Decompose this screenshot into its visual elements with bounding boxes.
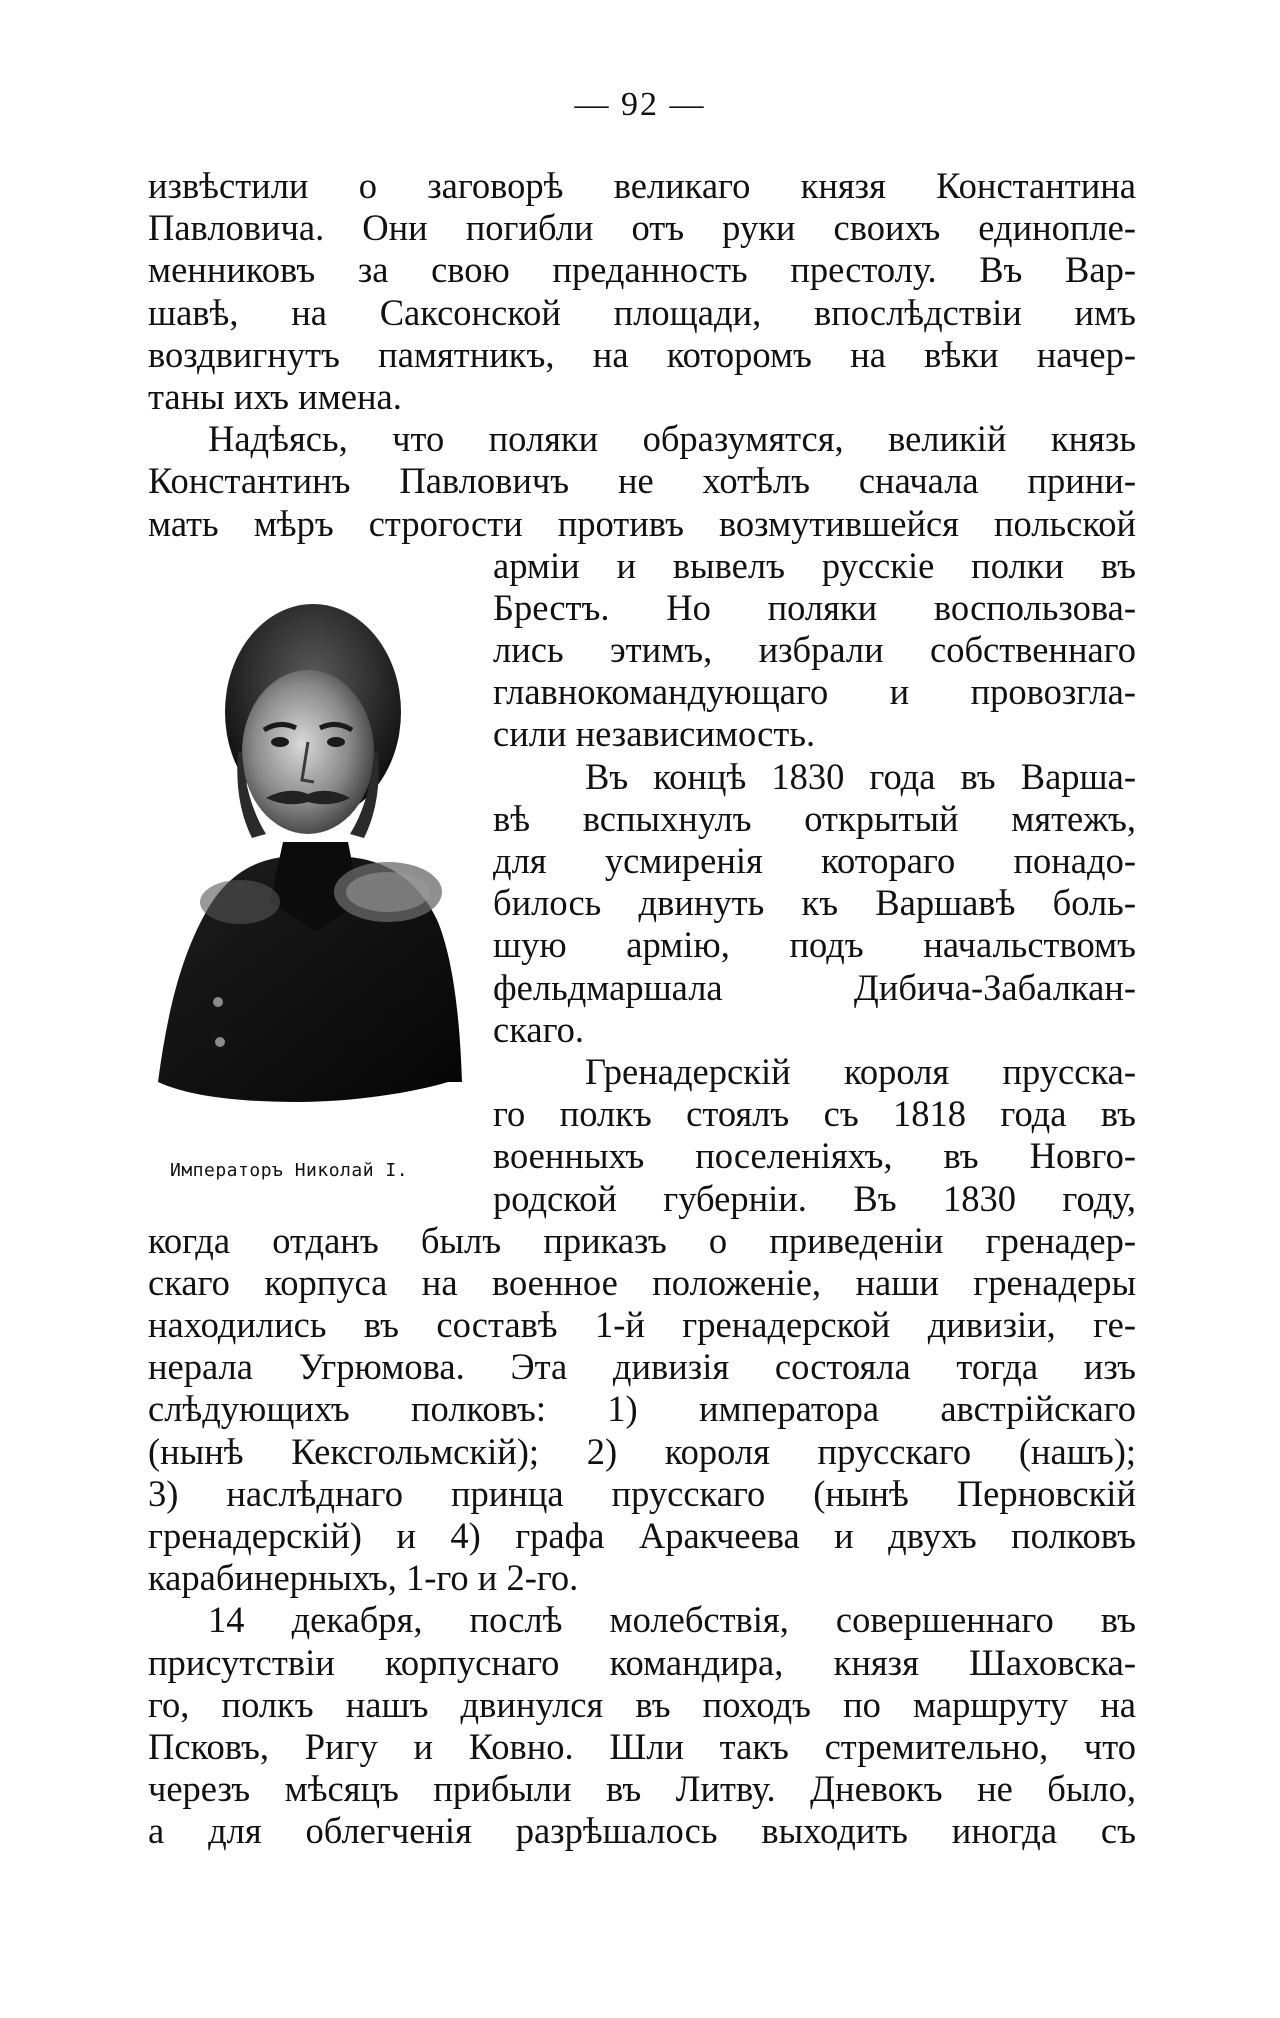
portrait-image [148, 602, 464, 1110]
text-line: билось двинуть къ Варшавѣ боль- [493, 882, 1136, 924]
text-line: лись этимъ, избрали собственнаго [493, 629, 1136, 671]
text-line: военныхъ поселеніяхъ, въ Новго- [493, 1135, 1136, 1177]
text-line: вѣ вспыхнулъ открытый мятежъ, [493, 797, 1136, 839]
text-line: шавѣ, на Саксонской площади, впослѣдствіи имъ [148, 291, 1136, 333]
text-line: а для облегченія разрѣшалось выходить иногда съ [148, 1810, 1136, 1852]
text-line: скаго корпуса на военное положеніе, наши гренадеры [148, 1261, 1136, 1303]
figure-caption: Императоръ Николай I. [170, 1160, 409, 1181]
text-line: родской губерніи. Въ 1830 году, [493, 1177, 1136, 1219]
text-line: фельдмаршала Дибича-Забалкан- [493, 966, 1136, 1008]
text-line: скаго. [493, 1008, 585, 1050]
text-line: карабинерныхъ, 1-го и 2-го. [148, 1557, 579, 1599]
text-block-bottom [148, 1220, 1136, 1853]
text-line: го, полкъ нашъ двинулся въ походъ по маршруту на [148, 1683, 1136, 1725]
text-line: извѣстили о заговорѣ великаго князя Константина [148, 165, 1136, 206]
text-line: присутствіи корпуснаго командира, князя Шаховска- [148, 1641, 1136, 1683]
text-line: воздвигнутъ памятникъ, на которомъ на вѣки начер- [148, 333, 1136, 375]
text-block-top [148, 165, 1136, 545]
text-line: Павловича. Они погибли отъ руки своихъ единопле- [148, 207, 1136, 249]
text-line: главнокомандующаго и провозгла- [493, 671, 1136, 713]
portrait-figure [148, 602, 464, 1110]
paragraph-start-line: Надѣясь, что поляки образумятся, великій князь [208, 418, 1136, 460]
text-line: мать мѣръ строгости противъ возмутившейся польской [148, 502, 1136, 544]
text-line: слѣдующихъ полковъ: 1) императора австрійскаго [148, 1388, 1136, 1430]
text-line: таны ихъ имена. [148, 375, 402, 417]
paragraph-start-line: 14 декабря, послѣ молебствія, совершеннаго въ [208, 1599, 1136, 1641]
text-line: шую армію, подъ начальствомъ [493, 924, 1136, 966]
text-line: гренадерскій) и 4) графа Аракчеева и двухъ полковъ [148, 1515, 1136, 1556]
text-line: 3) наслѣднаго принца прусскаго (нынѣ Перновскій [148, 1472, 1136, 1514]
text-line: Псковъ, Ригу и Ковно. Шли такъ стремительно, что [148, 1725, 1136, 1767]
paragraph-start-line: Гренадерскій короля прусска- [585, 1050, 1136, 1092]
text-line: го полкъ стоялъ съ 1818 года въ [493, 1093, 1136, 1135]
paragraph-start-line: Въ концѣ 1830 года въ Варша- [585, 755, 1136, 797]
text-line: сили независимость. [493, 713, 816, 755]
text-line: когда отданъ былъ приказъ о приведеніи гренадер- [148, 1219, 1136, 1261]
text-line: менниковъ за свою преданность престолу. Въ Вар- [148, 249, 1136, 291]
text-line: нерала Угрюмова. Эта дивизія состояла тогда изъ [148, 1346, 1136, 1388]
text-line: черезъ мѣсяцъ прибыли въ Литву. Дневокъ не было, [148, 1768, 1136, 1810]
text-line: находились въ составѣ 1-й гренадерской дивизіи, ге- [148, 1304, 1136, 1346]
text-line: для усмиренія котораго понадо- [493, 840, 1136, 881]
page-number: — 92 — [574, 86, 706, 123]
text-line: Константинъ Павловичъ не хотѣлъ сначала прини- [148, 460, 1136, 502]
text-line: Брестъ. Но поляки воспользова- [493, 586, 1136, 628]
text-line: (нынѣ Кексгольмскій); 2) короля прусскаго (нашъ); [148, 1430, 1136, 1472]
text-line: арміи и вывелъ русскіе полки въ [493, 544, 1136, 586]
